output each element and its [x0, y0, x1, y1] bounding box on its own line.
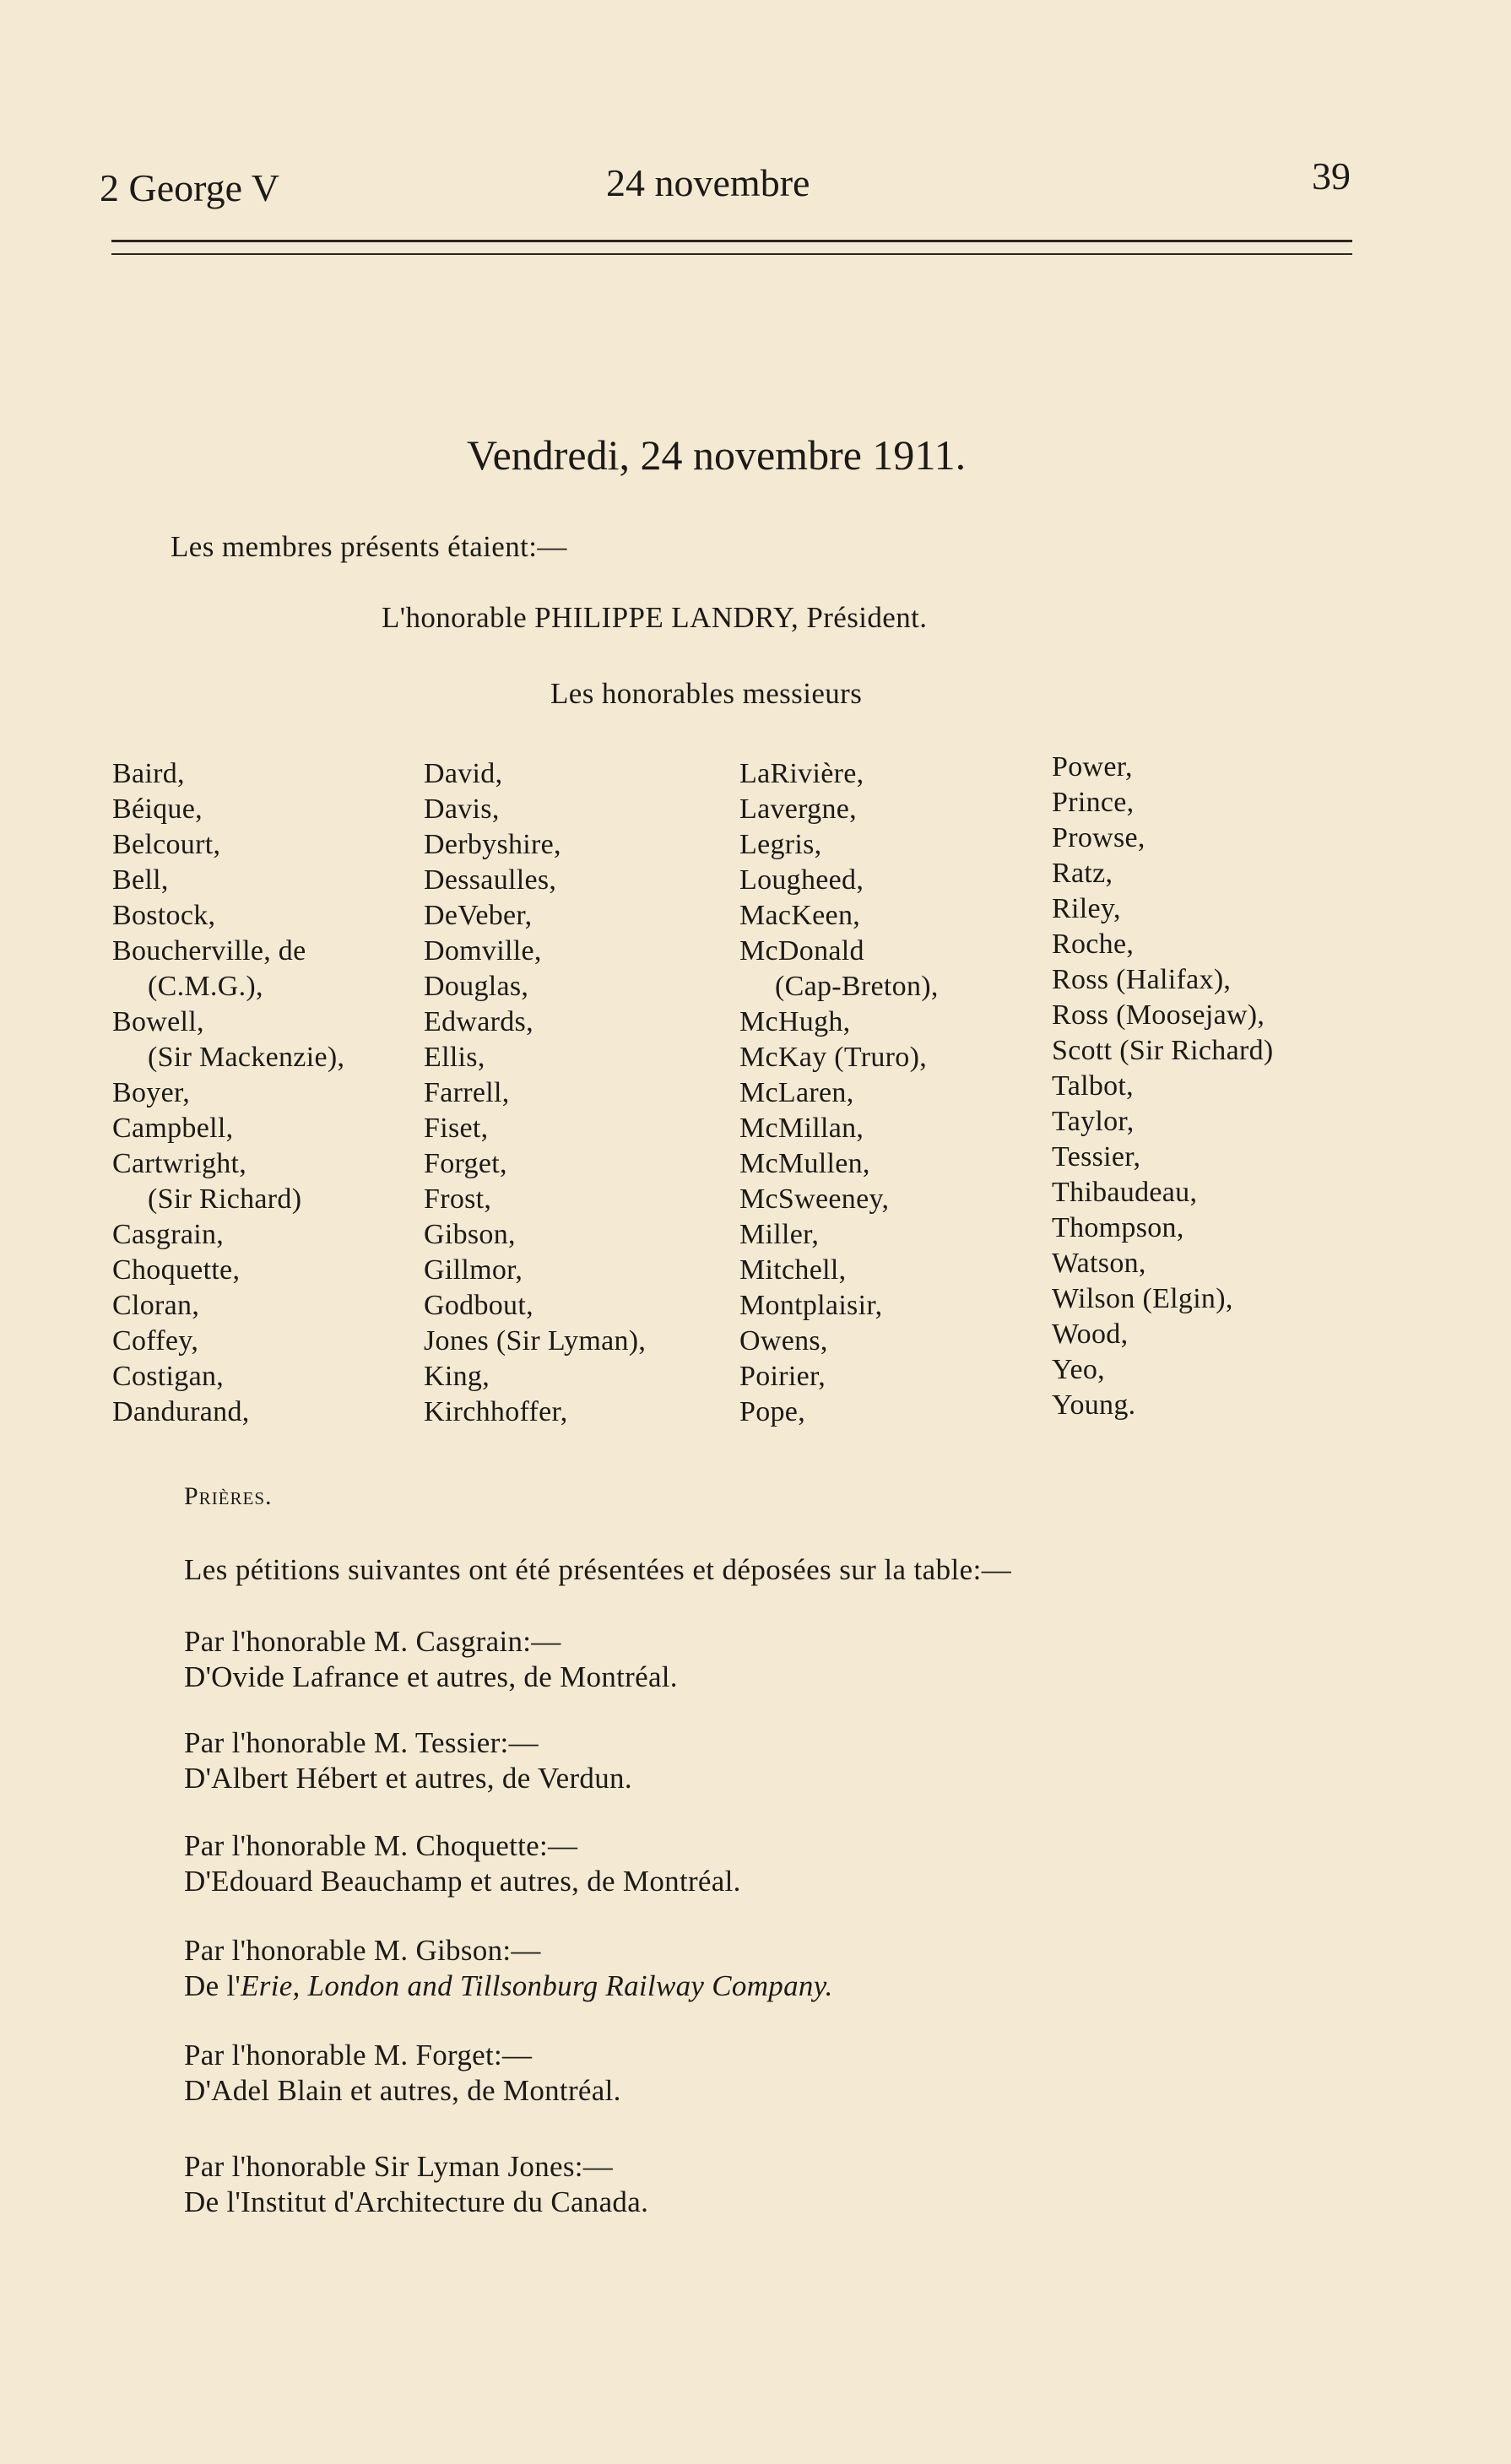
member-name: Costigan,	[112, 1361, 225, 1392]
member-name: McLaren,	[739, 1077, 854, 1108]
members-column-2	[424, 756, 646, 1430]
president-line: L'honorable PHILIPPE LANDRY, Président.	[382, 601, 928, 634]
member-name: Bostock,	[112, 900, 216, 931]
member-name: McMullen,	[739, 1148, 870, 1179]
member-name: Jones (Sir Lyman),	[424, 1325, 647, 1357]
petitions-intro: Les pétitions suivantes ont été présentées et déposées sur la table:—	[184, 1553, 1012, 1586]
member-name: MacKeen,	[739, 900, 861, 931]
member-name: Kirchhoffer,	[424, 1396, 568, 1427]
member-name: Coffey,	[112, 1325, 199, 1357]
member-name: Talbot,	[1052, 1070, 1134, 1102]
member-name: Gillmor,	[424, 1254, 523, 1286]
members-column-1	[112, 756, 344, 1430]
petition-source	[184, 1968, 833, 2004]
petition-source: D'Edouard Beauchamp et autres, de Montréal.	[184, 1865, 741, 1898]
member-name: Tessier,	[1052, 1141, 1141, 1172]
member-name: Choquette,	[112, 1254, 241, 1286]
honorables-heading: Les honorables messieurs	[550, 677, 863, 710]
petition-entry	[184, 1624, 678, 1695]
member-name: Belcourt,	[112, 829, 221, 860]
member-name: Ross (Halifax),	[1052, 964, 1232, 995]
sitting-title: Vendredi, 24 novembre 1911.	[467, 431, 967, 479]
member-name: Douglas,	[424, 971, 529, 1002]
member-name: Cloran,	[112, 1290, 200, 1321]
petition-source: D'Ovide Lafrance et autres, de Montréal.	[184, 1660, 678, 1693]
petition-entry	[184, 1933, 833, 2004]
member-name: King,	[424, 1361, 490, 1392]
member-name: (C.M.G.),	[148, 971, 263, 1002]
member-name: Roche,	[1052, 929, 1135, 960]
member-name: Prowse,	[1052, 822, 1145, 853]
member-name: Davis,	[424, 793, 500, 825]
petition-entry	[184, 1828, 741, 1899]
member-name: McHugh,	[739, 1006, 851, 1037]
member-name: McMillan,	[739, 1113, 864, 1144]
member-name: DeVeber,	[424, 900, 533, 931]
member-name: Domville,	[424, 935, 542, 967]
member-name: Forget,	[424, 1148, 507, 1179]
member-name: Prince,	[1052, 787, 1135, 818]
petition-source-prefix: De l'	[184, 1969, 241, 2002]
member-name: Derbyshire,	[424, 829, 561, 860]
header-rule-top	[111, 240, 1352, 242]
member-name: Legris,	[739, 829, 822, 860]
member-name: Lavergne,	[739, 793, 857, 825]
member-name: Miller,	[739, 1219, 820, 1250]
member-name: Wood,	[1052, 1319, 1129, 1350]
member-name: Edwards,	[424, 1006, 533, 1037]
member-name: (Sir Mackenzie),	[148, 1042, 345, 1073]
page-number: 39	[1312, 154, 1351, 198]
prayers-heading: Prières.	[184, 1482, 273, 1510]
petition-source: D'Adel Blain et autres, de Montréal.	[184, 2074, 621, 2107]
petition-presenter: Par l'honorable M. Tessier:—	[184, 1726, 539, 1759]
running-header-date: 24 novembre	[606, 161, 810, 204]
petition-presenter: Par l'honorable M. Casgrain:—	[184, 1625, 561, 1658]
member-name: Boyer,	[112, 1077, 191, 1108]
member-name: McDonald	[739, 935, 864, 967]
member-name: Poirier,	[739, 1361, 826, 1392]
member-name: Bell,	[112, 864, 169, 896]
member-name: Bowell,	[112, 1006, 204, 1037]
member-name: Watson,	[1052, 1248, 1146, 1279]
member-name: Thompson,	[1052, 1212, 1184, 1243]
member-name: (Sir Richard)	[148, 1183, 302, 1215]
member-name: Riley,	[1052, 893, 1121, 924]
member-name: Fiset,	[424, 1113, 489, 1144]
member-name: Ross (Moosejaw),	[1052, 999, 1265, 1031]
railway-company-name: Erie, London and Tillsonburg Railway Company.	[241, 1969, 833, 2002]
member-name: Lougheed,	[739, 864, 864, 896]
member-name: McKay (Truro),	[739, 1042, 928, 1073]
member-name: Dessaulles,	[424, 864, 557, 896]
member-name: Boucherville, de	[112, 935, 306, 967]
member-name: Montplaisir,	[739, 1290, 883, 1321]
members-present-intro: Les membres présents étaient:—	[171, 530, 567, 563]
members-column-3	[739, 756, 939, 1430]
petition-presenter: Par l'honorable M. Forget:—	[184, 2039, 533, 2071]
member-name: Frost,	[424, 1183, 492, 1215]
member-name: LaRivière,	[739, 758, 864, 789]
member-name: Yeo,	[1052, 1354, 1105, 1385]
petition-presenter: Par l'honorable Sir Lyman Jones:—	[184, 2150, 614, 2183]
member-name: Owens,	[739, 1325, 828, 1357]
member-name: Dandurand,	[112, 1396, 250, 1427]
running-header-left: 2 George V	[100, 166, 279, 209]
member-name: Young.	[1052, 1389, 1136, 1421]
member-name: Ratz,	[1052, 858, 1113, 889]
petition-source: De l'Institut d'Architecture du Canada.	[184, 2185, 649, 2218]
member-name: Scott (Sir Richard)	[1052, 1035, 1274, 1066]
members-column-4	[1052, 750, 1274, 1423]
member-name: Casgrain,	[112, 1219, 225, 1250]
member-name: Power,	[1052, 751, 1133, 783]
member-name: Godbout,	[424, 1290, 533, 1321]
header-rule-bottom	[111, 253, 1352, 255]
petition-source: D'Albert Hébert et autres, de Verdun.	[184, 1762, 632, 1795]
petition-entry	[184, 2149, 648, 2220]
petition-entry	[184, 2038, 621, 2109]
member-name: David,	[424, 758, 503, 789]
member-name: Béique,	[112, 793, 203, 825]
member-name: Thibaudeau,	[1052, 1177, 1198, 1208]
petition-presenter: Par l'honorable M. Choquette:—	[184, 1829, 578, 1862]
member-name: Campbell,	[112, 1113, 234, 1144]
member-name: Wilson (Elgin),	[1052, 1283, 1233, 1314]
member-name: Pope,	[739, 1396, 805, 1427]
member-name: Baird,	[112, 758, 185, 789]
member-name: Taylor,	[1052, 1106, 1135, 1137]
member-name: Gibson,	[424, 1219, 516, 1250]
petition-entry	[184, 1725, 632, 1796]
member-name: McSweeney,	[739, 1183, 890, 1215]
member-name: Ellis,	[424, 1042, 485, 1073]
member-name: (Cap-Breton),	[775, 971, 939, 1002]
member-name: Mitchell,	[739, 1254, 847, 1286]
petition-presenter: Par l'honorable M. Gibson:—	[184, 1934, 541, 1967]
member-name: Cartwright,	[112, 1148, 247, 1179]
member-name: Farrell,	[424, 1077, 510, 1108]
